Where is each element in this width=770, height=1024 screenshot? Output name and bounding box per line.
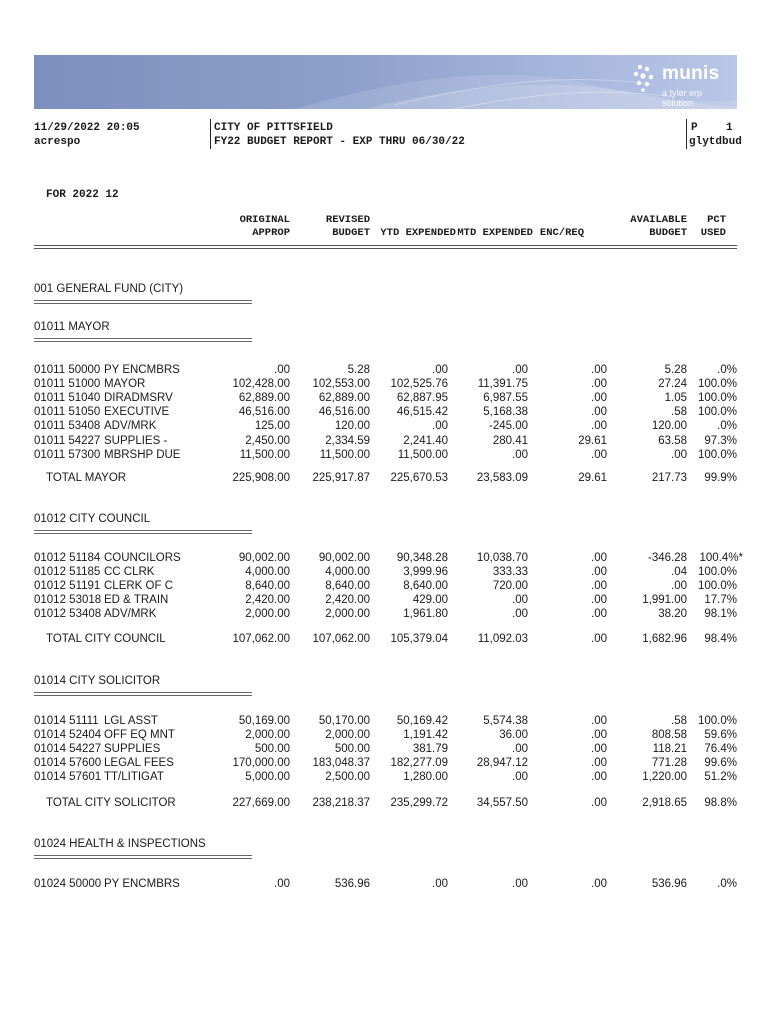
page-label: P xyxy=(691,122,698,134)
cell-rev: 120.00 xyxy=(334,420,370,433)
account-code: 01011 54227 xyxy=(34,434,101,447)
total-ytd: 235,299.72 xyxy=(390,797,448,809)
cell-rev: 183,048.37 xyxy=(312,757,370,770)
cell-rev: 2,000.00 xyxy=(325,729,370,742)
cell-pct: 99.6% xyxy=(704,757,737,770)
total-enc: .00 xyxy=(591,633,607,645)
total-rev: 107,062.00 xyxy=(312,633,370,645)
table-row xyxy=(0,715,770,729)
cell-pct: 17.7% xyxy=(704,594,737,607)
cell-ytd: .00 xyxy=(432,420,448,433)
cell-rev: 2,420.00 xyxy=(325,594,370,607)
cell-mtd: 28,947.12 xyxy=(476,757,528,770)
cell-mtd: 5,168.38 xyxy=(483,406,528,419)
cell-rev: 50,170.00 xyxy=(318,715,370,727)
header-rule xyxy=(34,245,737,249)
total-ytd: 225,670.53 xyxy=(390,472,448,484)
cell-pct: 100.0% xyxy=(697,715,737,727)
cell-rev: 90,002.00 xyxy=(318,552,370,564)
cell-enc: .00 xyxy=(591,580,607,593)
cell-pct: 100.0% xyxy=(697,392,737,405)
cell-ytd: 50,169.42 xyxy=(396,715,448,727)
cell-orig: .00 xyxy=(274,878,290,890)
for-period: FOR 2022 12 xyxy=(46,189,119,201)
account-description: CC CLRK xyxy=(104,566,155,579)
cell-avail: .00 xyxy=(671,448,687,461)
table-row xyxy=(0,878,770,892)
cell-rev: 5.28 xyxy=(347,364,370,376)
dept-underline xyxy=(34,530,252,534)
cell-rev: 62,889.00 xyxy=(318,392,370,405)
table-row xyxy=(0,552,770,566)
cell-rev: 2,500.00 xyxy=(325,771,370,784)
cell-avail: .58 xyxy=(671,715,687,727)
cell-mtd: .00 xyxy=(512,771,528,784)
cell-avail: 120.00 xyxy=(651,420,687,433)
total-mtd: 11,092.03 xyxy=(477,633,528,645)
cell-ytd: 102,525.76 xyxy=(390,378,448,391)
account-description: ADV/MRK xyxy=(104,420,157,433)
cell-rev: 11,500.00 xyxy=(319,448,370,461)
cell-avail: 1,220.00 xyxy=(642,771,687,784)
cell-orig: 2,000.00 xyxy=(245,729,290,742)
cell-rev: 2,000.00 xyxy=(325,608,370,621)
account-code: 01012 51191 xyxy=(34,580,101,593)
fund-title: 001 GENERAL FUND (CITY) xyxy=(34,283,184,295)
cell-avail: 38.20 xyxy=(658,608,687,621)
fund-underline xyxy=(34,300,252,304)
total-row xyxy=(0,472,770,486)
cell-mtd: .00 xyxy=(512,608,528,621)
cell-avail: 63.58 xyxy=(658,434,687,447)
cell-rev: 536.96 xyxy=(334,878,370,890)
total-enc: .00 xyxy=(591,797,607,809)
cell-ytd: 3,999.96 xyxy=(403,566,448,579)
cell-ytd: 11,500.00 xyxy=(397,448,448,461)
account-code: 01011 51050 xyxy=(34,406,101,419)
table-row xyxy=(0,406,770,420)
cell-orig: 11,500.00 xyxy=(239,448,290,461)
col-revised-line2: BUDGET xyxy=(332,227,370,239)
cell-rev: 102,553.00 xyxy=(312,378,370,391)
cell-mtd: 11,391.75 xyxy=(477,378,528,391)
dept-title: 01011 MAYOR xyxy=(34,321,110,333)
total-ytd: 105,379.04 xyxy=(390,633,448,645)
col-mtd-expended: MTD EXPENDED xyxy=(457,227,533,239)
cell-ytd: .00 xyxy=(432,878,448,890)
col-pct-line1: PCT xyxy=(707,214,726,226)
table-row xyxy=(0,743,770,757)
total-pct: 98.4% xyxy=(704,633,737,645)
cell-mtd: .00 xyxy=(512,594,528,607)
cell-mtd: 10,038.70 xyxy=(476,552,528,564)
table-row xyxy=(0,729,770,743)
cell-enc: .00 xyxy=(591,743,607,756)
total-row xyxy=(0,633,770,647)
total-mtd: 23,583.09 xyxy=(476,472,528,484)
cell-rev: 500.00 xyxy=(334,743,370,756)
account-description: DIRADMSRV xyxy=(104,392,173,405)
cell-mtd: .00 xyxy=(512,878,528,890)
cell-orig: 90,002.00 xyxy=(238,552,290,564)
total-mtd: 34,557.50 xyxy=(476,797,528,809)
table-row xyxy=(0,364,770,378)
cell-enc: .00 xyxy=(591,378,607,391)
account-code: 01012 53018 xyxy=(34,594,102,607)
account-code: 01014 51111 xyxy=(34,715,99,727)
dept-title: 01024 HEALTH & INSPECTIONS xyxy=(34,838,206,850)
cell-mtd: 280.41 xyxy=(492,434,528,447)
total-orig: 227,669.00 xyxy=(232,797,290,809)
col-original-approp xyxy=(240,214,290,240)
cell-ytd: 429.00 xyxy=(412,594,448,607)
cell-enc: .00 xyxy=(591,715,607,727)
cell-pct: 100.0% xyxy=(697,448,737,461)
cell-mtd: 333.33 xyxy=(492,566,528,579)
account-description: TT/LITIGAT xyxy=(104,771,164,784)
total-label: TOTAL MAYOR xyxy=(46,472,127,484)
cell-avail: -346.28 xyxy=(647,552,687,564)
col-available-budget xyxy=(630,214,687,240)
cell-ytd: 1,191.42 xyxy=(403,729,448,742)
cell-orig: 4,000.00 xyxy=(245,566,290,579)
cell-avail: 5.28 xyxy=(664,364,687,376)
cell-orig: 50,169.00 xyxy=(238,715,290,727)
account-description: OFF EQ MNT xyxy=(104,729,175,742)
account-code: 01012 51184 xyxy=(34,552,101,564)
total-label: TOTAL CITY COUNCIL xyxy=(46,633,166,645)
cell-orig: 62,889.00 xyxy=(238,392,290,405)
account-code: 01011 53408 xyxy=(34,420,101,433)
cell-enc: .00 xyxy=(591,771,607,784)
cell-mtd: 6,987.55 xyxy=(483,392,528,405)
col-available-line2: BUDGET xyxy=(649,227,687,239)
account-description: CLERK OF C xyxy=(104,580,174,593)
table-row xyxy=(0,580,770,594)
table-row xyxy=(0,435,770,449)
cell-avail: 536.96 xyxy=(651,878,687,890)
cell-pct: 100.0% xyxy=(697,580,737,593)
cell-enc: .00 xyxy=(591,757,607,770)
total-enc: 29.61 xyxy=(578,472,607,484)
cell-ytd: 8,640.00 xyxy=(403,580,448,593)
total-rev: 225,917.87 xyxy=(312,472,370,484)
cell-pct: 100.0% xyxy=(697,378,737,391)
cell-pct: 97.3% xyxy=(704,434,737,447)
cell-ytd: 90,348.28 xyxy=(396,552,448,564)
cell-enc: .00 xyxy=(591,594,607,607)
cell-avail: 771.28 xyxy=(651,757,687,770)
table-row xyxy=(0,757,770,771)
account-description: SUPPLIES xyxy=(104,743,161,756)
table-row xyxy=(0,392,770,406)
total-orig: 225,908.00 xyxy=(232,472,290,484)
cell-avail: .58 xyxy=(671,406,687,419)
cell-orig: 5,000.00 xyxy=(245,771,290,784)
page-number: 1 xyxy=(726,122,733,134)
account-description: ADV/MRK xyxy=(104,608,157,621)
cell-enc: .00 xyxy=(591,552,607,564)
cell-mtd: 36.00 xyxy=(499,729,528,742)
cell-ytd: 182,277.09 xyxy=(390,757,448,770)
cell-orig: 500.00 xyxy=(254,743,290,756)
cell-ytd: 62,887.95 xyxy=(396,392,448,405)
account-description: LEGAL FEES xyxy=(104,757,174,770)
munis-logo xyxy=(632,63,727,108)
logo-wordmark: munis xyxy=(662,63,720,84)
account-code: 01011 51000 xyxy=(34,378,101,391)
report-datetime: 11/29/2022 20:05 xyxy=(34,122,140,134)
cell-rev: 46,516.00 xyxy=(318,406,370,419)
table-row xyxy=(0,771,770,785)
cell-enc: .00 xyxy=(591,392,607,405)
header-divider-right xyxy=(686,119,687,149)
cell-enc: .00 xyxy=(591,729,607,742)
cell-orig: 2,450.00 xyxy=(245,434,290,447)
cell-avail: 1,991.00 xyxy=(642,594,687,607)
cell-orig: 2,420.00 xyxy=(245,594,290,607)
dept-title: 01012 CITY COUNCIL xyxy=(34,513,151,525)
total-avail: 217.73 xyxy=(651,472,687,484)
cell-pct: 98.1% xyxy=(704,608,737,621)
logo-dots-icon xyxy=(632,63,658,93)
total-avail: 1,682.96 xyxy=(642,633,687,645)
cell-pct: 59.6% xyxy=(704,729,737,742)
account-description: EXECUTIVE xyxy=(104,406,170,419)
account-code: 01012 53408 xyxy=(34,608,102,621)
dept-underline xyxy=(34,338,252,342)
account-description: LGL ASST xyxy=(104,715,158,727)
cell-ytd: 2,241.40 xyxy=(403,434,448,447)
account-code: 01024 50000 xyxy=(34,878,102,890)
cell-mtd: .00 xyxy=(512,448,528,461)
cell-rev: 8,640.00 xyxy=(325,580,370,593)
dept-underline xyxy=(34,692,252,696)
total-label: TOTAL CITY SOLICITOR xyxy=(46,797,176,809)
cell-enc: .00 xyxy=(591,878,607,890)
account-description: ED & TRAIN xyxy=(104,594,169,607)
cell-rev: 2,334.59 xyxy=(325,434,370,447)
cell-ytd: 1,961.80 xyxy=(403,608,448,621)
total-orig: 107,062.00 xyxy=(232,633,290,645)
cell-mtd: .00 xyxy=(512,743,528,756)
cell-ytd: 1,280.00 xyxy=(403,771,448,784)
table-row xyxy=(0,608,770,622)
cell-orig: 8,640.00 xyxy=(245,580,290,593)
cell-enc: .00 xyxy=(591,406,607,419)
col-available-line1: AVAILABLE xyxy=(630,214,687,226)
account-code: 01014 52404 xyxy=(34,729,102,742)
logo-tagline: a tyler erp solution xyxy=(662,88,703,108)
account-description: PY ENCMBRS xyxy=(104,364,180,376)
report-title: FY22 BUDGET REPORT - EXP THRU 06/30/22 xyxy=(214,136,465,148)
header-divider-left xyxy=(210,119,211,149)
dept-title: 01014 CITY SOLICITOR xyxy=(34,675,161,687)
table-row xyxy=(0,594,770,608)
cell-orig: .00 xyxy=(274,364,290,376)
cell-avail: .00 xyxy=(671,580,687,593)
cell-ytd: 46,515.42 xyxy=(396,406,448,419)
cell-ytd: .00 xyxy=(432,364,448,376)
cell-avail: .04 xyxy=(671,566,687,579)
cell-mtd: .00 xyxy=(512,364,528,376)
cell-orig: 170,000.00 xyxy=(232,757,290,770)
account-code: 01014 54227 xyxy=(34,743,102,756)
col-revised-line1: REVISED xyxy=(325,214,370,226)
cell-orig: 46,516.00 xyxy=(238,406,290,419)
account-code: 01014 57600 xyxy=(34,757,102,770)
cell-mtd: -245.00 xyxy=(488,420,528,433)
table-row xyxy=(0,449,770,463)
cell-enc: .00 xyxy=(591,448,607,461)
org-name: CITY OF PITTSFIELD xyxy=(214,122,333,134)
col-ytd-expended: YTD EXPENDED xyxy=(380,227,456,239)
cell-pct: 51.2% xyxy=(704,771,737,784)
account-description: SUPPLIES - xyxy=(104,434,168,447)
report-user: acrespo xyxy=(34,136,81,148)
total-pct: 98.8% xyxy=(704,797,737,809)
cell-pct: .0% xyxy=(717,364,737,376)
account-code: 01011 50000 xyxy=(34,364,101,376)
col-original-line2: APPROP xyxy=(252,227,290,239)
table-row xyxy=(0,420,770,434)
cell-ytd: 381.79 xyxy=(412,743,448,756)
cell-pct: 76.4% xyxy=(704,743,737,756)
col-pct-line2: USED xyxy=(700,227,726,239)
account-code: 01012 51185 xyxy=(34,566,101,579)
account-description: MBRSHP DUE xyxy=(104,448,181,461)
cell-enc: 29.61 xyxy=(578,434,607,447)
dept-underline xyxy=(34,855,252,859)
cell-orig: 2,000.00 xyxy=(245,608,290,621)
cell-mtd: 5,574.38 xyxy=(483,715,528,727)
col-original-line1: ORIGINAL xyxy=(239,214,290,226)
cell-avail: 1.05 xyxy=(664,392,687,405)
cell-enc: .00 xyxy=(591,420,607,433)
cell-avail: 808.58 xyxy=(651,729,687,742)
cell-enc: .00 xyxy=(591,364,607,376)
cell-enc: .00 xyxy=(591,566,607,579)
cell-pct: .0% xyxy=(717,420,737,433)
cell-pct: 100.0% xyxy=(697,566,737,579)
cell-enc: .00 xyxy=(591,608,607,621)
total-avail: 2,918.65 xyxy=(642,797,687,809)
cell-rev: 4,000.00 xyxy=(325,566,370,579)
cell-avail: 27.24 xyxy=(658,378,687,391)
cell-avail: 118.21 xyxy=(652,743,687,756)
account-description: MAYOR xyxy=(104,378,146,391)
account-description: COUNCILORS xyxy=(104,552,181,564)
total-row xyxy=(0,797,770,811)
cell-pct: 100.0% xyxy=(697,406,737,419)
col-revised-budget xyxy=(326,214,370,240)
account-code: 01014 57601 xyxy=(34,771,102,784)
total-pct: 99.9% xyxy=(704,472,737,484)
total-rev: 238,218.37 xyxy=(312,797,370,809)
table-row xyxy=(0,566,770,580)
cell-mtd: 720.00 xyxy=(492,580,528,593)
cell-orig: 125.00 xyxy=(254,420,290,433)
report-id: glytdbud xyxy=(689,136,742,148)
col-pct-used xyxy=(701,214,726,240)
cell-pct: 100.4%* xyxy=(699,552,743,564)
account-code: 01011 57300 xyxy=(34,448,101,461)
cell-pct: .0% xyxy=(717,878,737,890)
account-code: 01011 51040 xyxy=(34,392,101,405)
report-banner xyxy=(34,55,737,109)
cell-orig: 102,428.00 xyxy=(232,378,290,391)
col-enc-req: ENC/REQ xyxy=(539,227,584,239)
account-description: PY ENCMBRS xyxy=(104,878,180,890)
table-row xyxy=(0,378,770,392)
